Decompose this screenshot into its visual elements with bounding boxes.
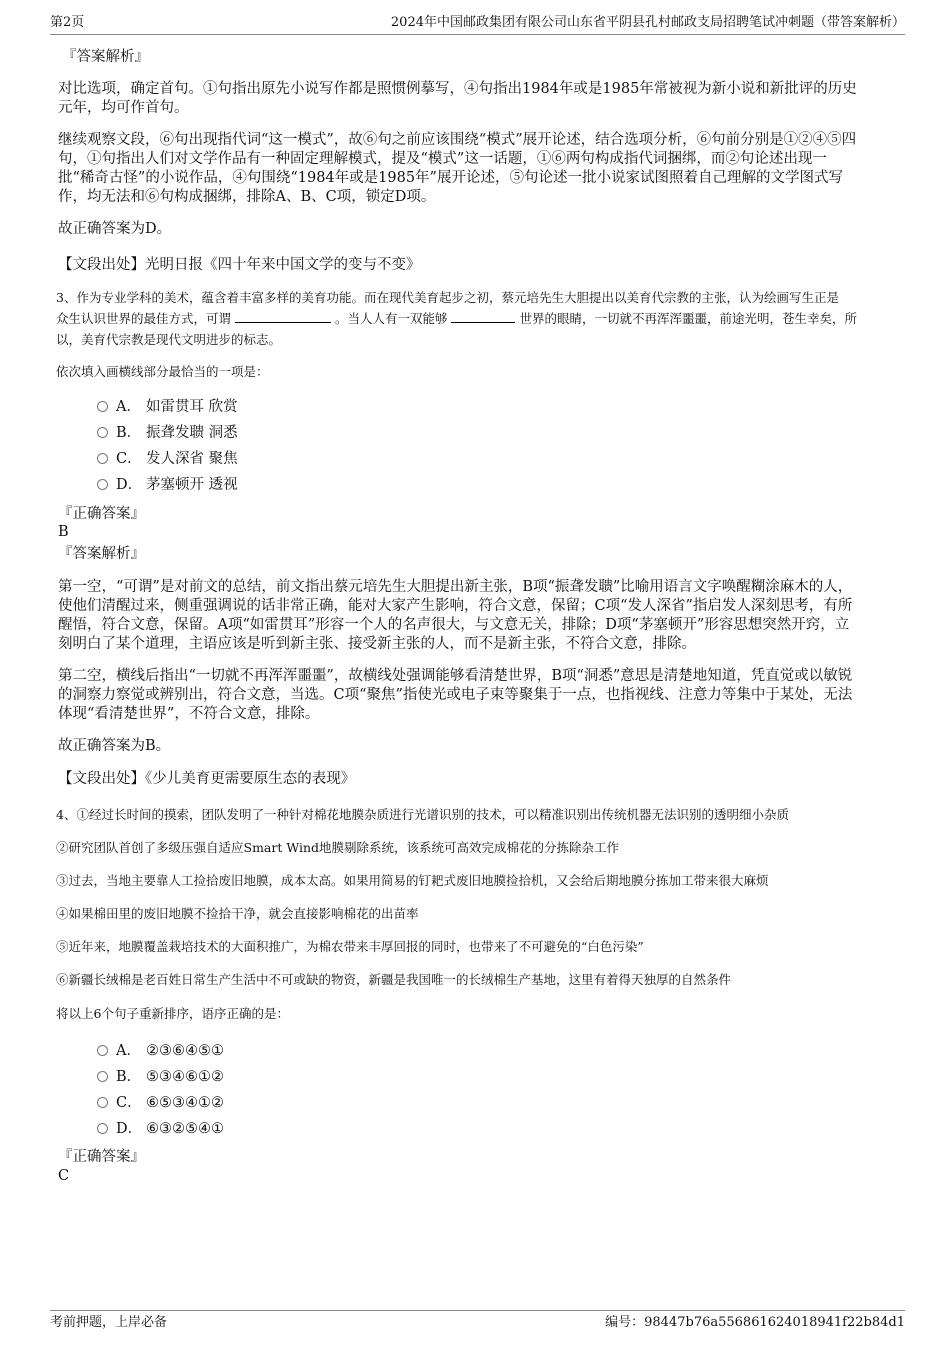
- text-line: 以，美育代宗教是现代文明进步的标志。: [56, 332, 282, 347]
- radio-icon[interactable]: [97, 1071, 108, 1082]
- text-line: 使他们清醒过来，侧重强调说的话非常正确，能对大家产生影响，符合文意，保留；C项“发人深省”指启发人深刻思考，有所: [58, 598, 853, 614]
- option-text: 如雷贯耳 欣赏: [146, 399, 238, 415]
- stem-part: 。当人人有一双能够: [334, 311, 448, 326]
- q3-analysis-p2: [58, 667, 908, 724]
- text-line: 元年，均可作首句。: [58, 100, 189, 116]
- text-line: 体现“看清楚世界”，不符合文意，排除。: [58, 706, 320, 722]
- q2-analysis-label: 『答案解析』: [62, 49, 149, 65]
- option-letter: C．: [116, 451, 142, 467]
- q3-option-a[interactable]: [97, 398, 238, 416]
- radio-icon[interactable]: [97, 479, 108, 490]
- q4-sentence-5: ⑤近年来，地膜覆盖栽培技术的大面积推广，为棉农带来丰厚回报的同时，也带来了不可避免的“白色污染”: [56, 939, 644, 954]
- text-line: 批“稀奇古怪”的小说作品，④句围绕“1984年或是1985年”展开论述，⑤句论述一批小说家试图照着自己理解的文学图式写: [58, 170, 843, 186]
- option-letter: D．: [116, 477, 143, 493]
- q2-source: 【文段出处】光明日报《四十年来中国文学的变与不变》: [58, 257, 421, 273]
- page-footer: [50, 1310, 905, 1330]
- q4-option-a[interactable]: [97, 1042, 224, 1060]
- q3-analysis-label: 『答案解析』: [58, 546, 145, 562]
- radio-icon[interactable]: [97, 453, 108, 464]
- radio-icon[interactable]: [97, 1045, 108, 1056]
- text-line: 3、作为专业学科的美术，蕴含着丰富多样的美育功能。而在现代美育起步之初，蔡元培先生大胆提出以美育代宗教的主张，认为绘画写生正是: [56, 290, 839, 305]
- page-number: 第2页: [50, 15, 85, 30]
- text-line: 句，①句指出人们对文学作品有一种固定理解模式，提及“模式”这一话题，①⑥两句构成指代词捆绑，而②句论述出现一: [58, 151, 827, 167]
- q3-analysis-p1: [58, 578, 908, 654]
- q4-option-d[interactable]: [97, 1120, 224, 1138]
- option-text: ⑥⑤③④①②: [146, 1095, 224, 1111]
- q4-option-c[interactable]: [97, 1094, 224, 1112]
- q4-sentence-3: ③过去，当地主要靠人工捡拾废旧地膜，成本太高。如果用简易的钉耙式废旧地膜捡拾机，又会给后期地膜分拣加工带来很大麻烦: [56, 873, 769, 888]
- option-letter: A．: [116, 1043, 141, 1059]
- footer-slogan: 考前押题，上岸必备: [50, 1315, 168, 1330]
- option-letter: A．: [116, 399, 141, 415]
- q3-conclusion: 故正确答案为B。: [58, 738, 171, 754]
- q4-answer: C: [58, 1168, 70, 1184]
- page-header: [50, 14, 905, 35]
- option-letter: C．: [116, 1095, 142, 1111]
- q4-sentence-1: 4、①经过长时间的摸索，团队发明了一种针对棉花地膜杂质进行光谱识别的技术，可以精准识别出传统机器无法识别的透明细小杂质: [56, 807, 789, 822]
- q4-option-b[interactable]: [97, 1068, 224, 1086]
- q3-option-b[interactable]: [97, 424, 238, 442]
- q4-sentence-2: ②研究团队首创了多级压强自适应Smart Wind地膜剔除系统，该系统可高效完成棉花的分拣除杂工作: [56, 840, 620, 855]
- q3-option-c[interactable]: [97, 450, 238, 468]
- option-text: ②③⑥④⑤①: [146, 1043, 224, 1059]
- option-text: ⑥③②⑤④①: [146, 1121, 224, 1137]
- option-letter: B．: [116, 425, 142, 441]
- radio-icon[interactable]: [97, 1097, 108, 1108]
- q3-answer: B: [58, 524, 69, 540]
- text-line: 刻明白了某个道理，主语应该是听到新主张、接受新主张的人，而不是新主张，不符合文意，排除。: [58, 636, 696, 652]
- q4-sentence-6: ⑥新疆长绒棉是老百姓日常生产生活中不可或缺的物资，新疆是我国唯一的长绒棉生产基地，这里有着得天独厚的自然条件: [56, 972, 732, 987]
- document-id: 编号：98447b76a556861624018941f22b84d1: [605, 1315, 905, 1330]
- text-line: 继续观察文段，⑥句出现指代词“这一模式”，故⑥句之前应该围绕“模式”展开论述，结合选项分析，⑥句前分别是①②④⑤四: [58, 132, 857, 148]
- stem-part: 众生认识世界的最佳方式，可谓: [56, 311, 232, 326]
- text-line: 作，均无法和⑥句构成捆绑，排除A、B、C项，锁定D项。: [58, 189, 436, 205]
- text-line: 第二空，横线后指出“一切就不再浑浑噩噩”，故横线处强调能够看清楚世界，B项“洞悉”意思是清楚地知道，凭直觉或以敏锐: [58, 668, 853, 684]
- text-line: 第一空，“可谓”是对前文的总结，前文指出蔡元培先生大胆提出新主张，B项“振聋发聩”比喻用语言文字唤醒糊涂麻木的人，: [58, 579, 853, 595]
- radio-icon[interactable]: [97, 401, 108, 412]
- q2-analysis-p1: [58, 80, 908, 118]
- option-text: 茅塞顿开 透视: [146, 477, 238, 493]
- q3-prompt: 依次填入画横线部分最恰当的一项是：: [56, 364, 269, 379]
- text-line: 的洞察力察觉或辨别出，符合文意，当选。C项“聚焦”指使光或电子束等聚集于一点，也指视线、注意力等集中于某处，无法: [58, 687, 853, 703]
- text-line: 对比选项，确定首句。①句指出原先小说写作都是照惯例摹写，④句指出1984年或是1985年常被视为新小说和新批评的历史: [58, 81, 857, 97]
- text-line: [56, 308, 906, 329]
- option-text: ⑤③④⑥①②: [146, 1069, 224, 1085]
- radio-icon[interactable]: [97, 1123, 108, 1134]
- q4-sentence-4: ④如果棉田里的废旧地膜不捡拾干净，就会直接影响棉花的出苗率: [56, 906, 419, 921]
- stem-part: 世界的眼睛，一切就不再浑浑噩噩，前途光明，苍生幸矣，所: [519, 311, 857, 326]
- q2-conclusion: 故正确答案为D。: [58, 221, 172, 237]
- q3-stem: [56, 287, 906, 350]
- text-line: 醒悟，符合文意，保留。A项“如雷贯耳”形容一个人的名声很大，与文意无关，排除；D项“茅塞顿开”形容思想突然开窍，立: [58, 617, 850, 633]
- radio-icon[interactable]: [97, 427, 108, 438]
- blank-2: [451, 308, 515, 323]
- q3-answer-label: 『正确答案』: [58, 506, 145, 522]
- option-letter: D．: [116, 1121, 143, 1137]
- option-letter: B．: [116, 1069, 142, 1085]
- q4-prompt: 将以上6个句子重新排序，语序正确的是：: [56, 1006, 289, 1021]
- option-text: 发人深省 聚焦: [146, 451, 238, 467]
- q4-answer-label: 『正确答案』: [58, 1149, 145, 1165]
- blank-1: [235, 308, 331, 323]
- q2-analysis-p2: [58, 131, 908, 207]
- document-title: 2024年中国邮政集团有限公司山东省平阴县孔村邮政支局招聘笔试冲刺题（带答案解析）: [390, 15, 905, 30]
- option-text: 振聋发聩 洞悉: [146, 425, 238, 441]
- q3-source: 【文段出处】《少儿美育更需要原生态的表现》: [58, 771, 356, 787]
- q3-option-d[interactable]: [97, 476, 238, 494]
